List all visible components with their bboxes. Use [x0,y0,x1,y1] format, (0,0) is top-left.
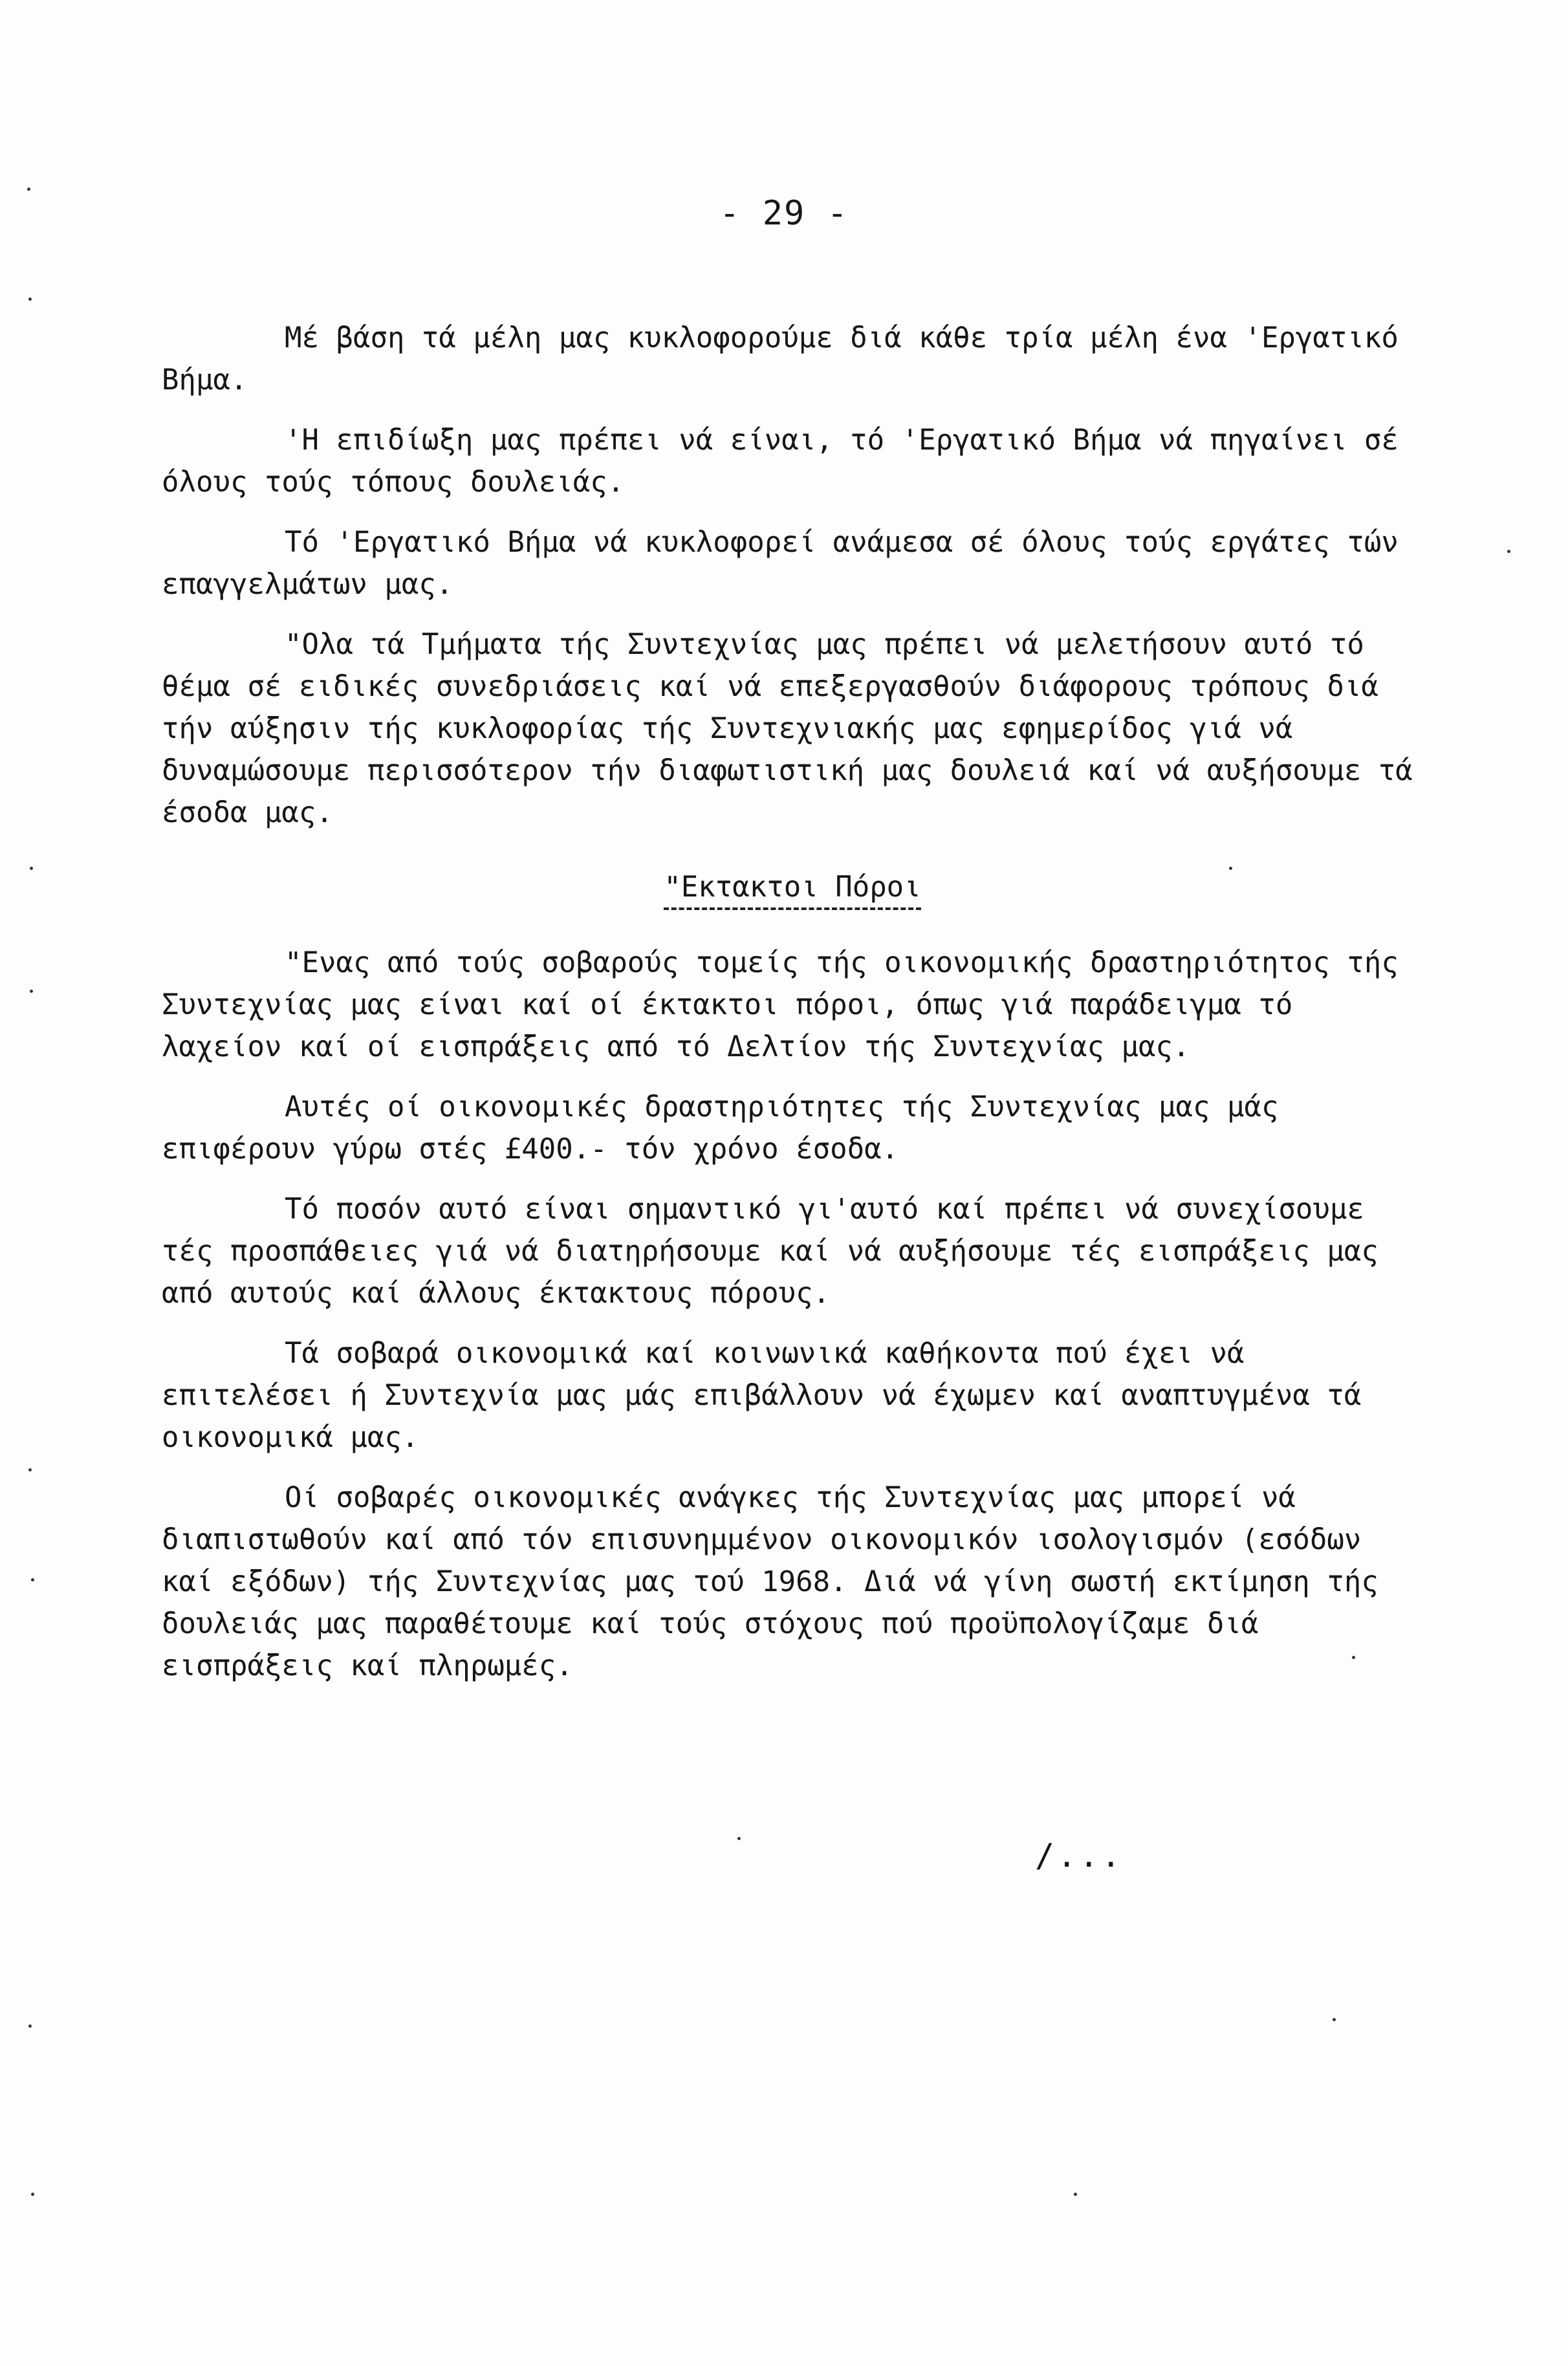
scan-speck [28,298,32,301]
scan-speck [1229,867,1232,870]
paragraph-annual-income: Αυτές οί οικονομικές δραστηριότητες τής Συντεχνίας μας μάς επιφέρουν γύρω στές £400.- τόν χρόνο έσοδα. [162,1091,1279,1166]
scan-speck [28,1468,32,1471]
paragraph-continue-efforts: Τό ποσόν αυτό είναι σημαντικό γι'αυτό καί πρέπει νά συνεχίσουμε τές προσπάθειες γιά νά διατηρήσουμε καί νά αυξήσουμε τές εισπράξεις μας από αυτούς καί άλλους έκτακτους πόρους. [162,1193,1378,1310]
page-number: - 29 - [719,194,849,233]
section-heading-text: "Εκτακτοι Πόροι [664,871,920,910]
paragraph-sections-study-topic: "Ολα τά Τμήματα τής Συντεχνίας μας πρέπει νά μελετήσουν αυτό τό θέμα σέ ειδικές συνεδριάσεις καί νά επεξεργασθούν διάφορους τρόπους διά τήν αύξησιν τής κυκλοφορίας τής Συντεχνιακής μας εφημερίδος γιά νά δυναμώσουμε περισσότερον τήν διαφωτιστική μας δουλειά καί νά αυξήσουμε τά έσοδα μας. [162,628,1413,829]
paragraph-circulate-among-workers: Τό 'Εργατικό Βήμα νά κυκλοφορεί ανάμεσα σέ όλους τούς εργάτες τών επαγγελμάτων μας. [162,526,1399,601]
section-heading [162,866,1423,908]
scan-speck [1074,2193,1077,2196]
scan-speck [31,2193,34,2196]
paragraph-extraordinary-resources: "Ενας από τούς σοβαρούς τομείς τής οικονομικής δραστηριότητος τής Συντεχνίας μας είναι καί οί έκτακτοι πόροι, όπως γιά παράδειγμα τό λαχείον καί οί εισπράξεις από τό Δελτίον τής Συντεχνίας μας. [162,946,1399,1063]
continuation-mark: /... [1035,1837,1124,1874]
paragraph-duties-finances: Τά σοβαρά οικονομικά καί κοινωνικά καθήκοντα πού έχει νά επιτελέσει ή Συντεχνία μας μάς επιβάλλουν νά έχωμεν καί αναπτυγμένα τά οικονομικά μας. [162,1337,1362,1454]
scan-speck [30,990,33,993]
scan-speck [30,867,33,870]
scan-speck [1333,2018,1336,2021]
scan-speck [27,188,30,191]
scan-speck [1507,550,1510,553]
body-text [162,317,1423,1705]
scan-speck [1352,1656,1355,1659]
paragraph-circulation-per-member: Μέ βάση τά μέλη μας κυκλοφορούμε διά κάθε τρία μέλη ένα 'Εργατικό Βήμα. [162,321,1399,396]
scan-speck [737,1837,741,1840]
paragraph-financial-needs-1968: Οί σοβαρές οικονομικές ανάγκες τής Συντεχνίας μας μπορεί νά διαπιστωθούν καί από τόν επισυνημμένον οικονομικόν ισολογισμόν (εσόδων καί εξόδων) τής Συντεχνίας μας τού 1968. Διά νά γίνη σωστή εκτίμηση τής δουλειάς μας παραθέτουμε καί τούς στόχους πού προϋπολογίζαμε διά εισπράξεις καί πληρωμές. [162,1481,1378,1682]
scan-speck [31,1578,34,1581]
paragraph-goal-all-workplaces: 'Η επιδίωξη μας πρέπει νά είναι, τό 'Εργατικό Βήμα νά πηγαίνει σέ όλους τούς τόπους δουλειάς. [162,424,1399,499]
scan-speck [28,2024,32,2028]
